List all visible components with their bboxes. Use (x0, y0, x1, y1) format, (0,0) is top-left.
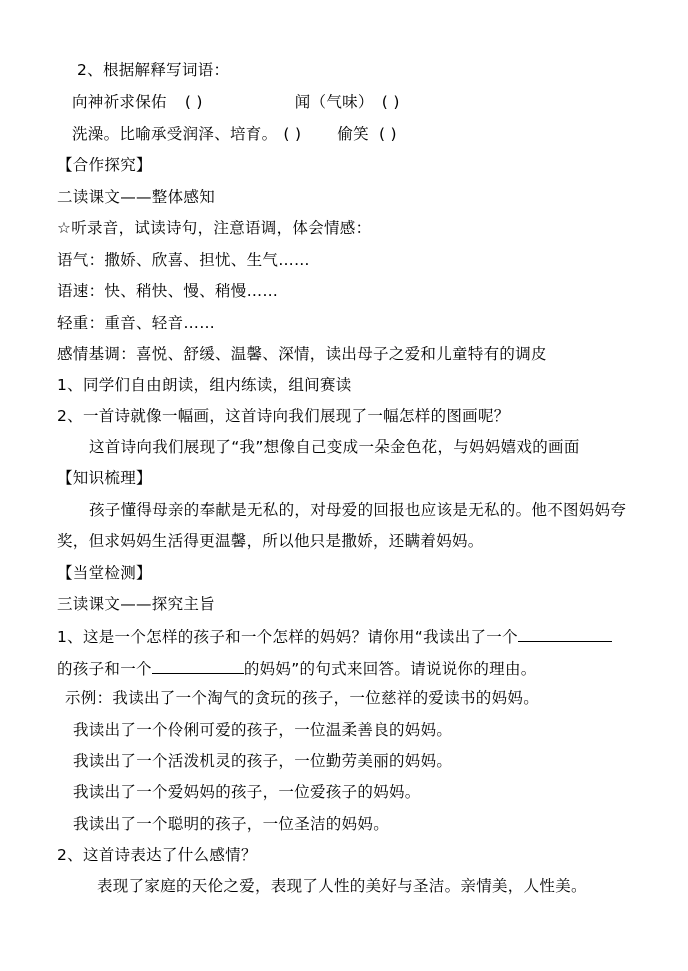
tone-line: 语气：撒娇、欣喜、担忧、生气…… (57, 251, 310, 269)
section-check-heading: 【当堂检测】 (57, 564, 152, 582)
vocab-def-bathe: 洗澡。比喻承受润泽、培育。 (72, 125, 278, 143)
section-knowledge-heading: 【知识梳理】 (57, 469, 152, 487)
item-1: 1、同学们自由朗读，组内练读，组间赛读 (57, 376, 352, 394)
emotion-base-line: 感情基调：喜悦、舒缓、温馨、深情，读出母子之爱和儿童特有的调皮 (57, 345, 547, 363)
vocab-row-2 (72, 123, 397, 145)
vocab-answer-paren: ( ) (184, 93, 203, 111)
vocab-answer-paren: ( ) (378, 125, 397, 143)
item-2-answer: 这首诗向我们展现了“我”想像自己变成一朵金色花，与妈妈嬉戏的画面 (89, 438, 580, 456)
answer-line: 我读出了一个爱妈妈的孩子，一位爱孩子的妈妈。 (73, 783, 421, 801)
vocab-def-smell: 闻（气味） (294, 93, 374, 111)
fill-blank-child[interactable] (518, 624, 612, 642)
vocab-def-pray: 向神祈求保佑 (72, 93, 167, 111)
stress-line: 轻重：重音、轻音…… (57, 314, 216, 332)
vocab-row-1 (72, 91, 400, 113)
vocab-def-snicker: 偷笑 (337, 125, 369, 143)
question-1-line-1 (57, 624, 612, 648)
question-1-text: 1、这是一个怎样的孩子和一个怎样的妈妈？请你用“我读出了一个 (57, 628, 518, 646)
q2-title: 2、根据解释写词语： (77, 61, 230, 79)
speed-line: 语速：快、稍快、慢、稍慢…… (57, 282, 279, 300)
question-2: 2、这首诗表达了什么感情？ (57, 846, 257, 864)
question-1-line-2 (57, 656, 537, 680)
example-line: 示例：我读出了一个淘气的贪玩的孩子，一位慈祥的爱读书的妈妈。 (65, 689, 540, 707)
answer-line: 我读出了一个伶俐可爱的孩子，一位温柔善良的妈妈。 (73, 721, 453, 739)
question-1-text: 的孩子和一个 (57, 660, 152, 678)
vocab-answer-paren: ( ) (283, 125, 302, 143)
item-2: 2、一首诗就像一幅画，这首诗向我们展现了一幅怎样的图画呢？ (57, 407, 510, 425)
fill-blank-mother[interactable] (152, 656, 244, 674)
answer-line: 我读出了一个活泼机灵的孩子，一位勤劳美丽的妈妈。 (73, 752, 453, 770)
listen-instruction: ☆听录音，试读诗句，注意语调，体会情感： (57, 219, 372, 237)
knowledge-paragraph-line-2: 奖，但求妈妈生活得更温馨，所以他只是撒娇，还瞒着妈妈。 (57, 532, 484, 550)
vocab-answer-paren: ( ) (381, 93, 400, 111)
section-cooperate-heading: 【合作探究】 (57, 156, 152, 174)
answer-line: 我读出了一个聪明的孩子，一位圣洁的妈妈。 (73, 815, 390, 833)
read3-title: 三读课文——探究主旨 (57, 595, 216, 613)
read2-title: 二读课文——整体感知 (57, 188, 216, 206)
knowledge-paragraph-line-1: 孩子懂得母亲的奉献是无私的，对母爱的回报也应该是无私的。他不图妈妈夸 (89, 501, 627, 519)
question-2-answer: 表现了家庭的天伦之爱，表现了人性的美好与圣洁。亲情美，人性美。 (97, 877, 587, 895)
question-1-text: 的妈妈”的句式来回答。请说说你的理由。 (243, 660, 537, 678)
